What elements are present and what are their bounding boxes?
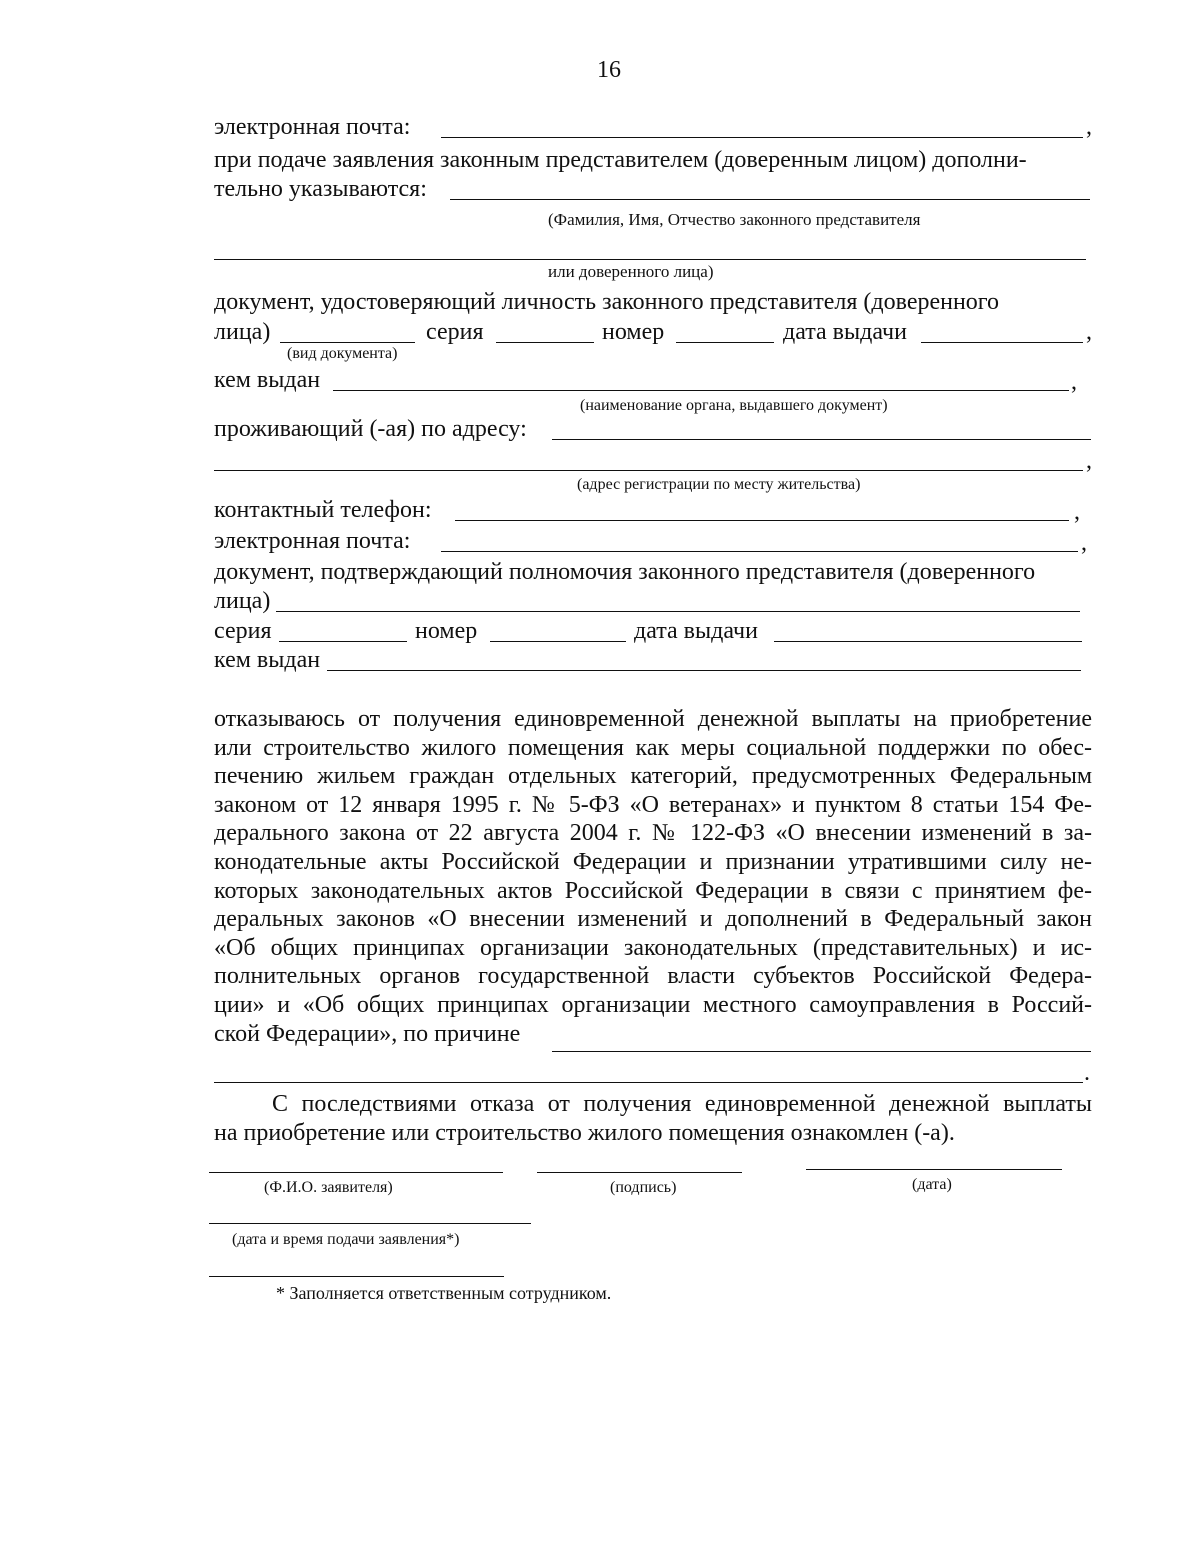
refusal-line: или строительство жилого помещения как меры социальной поддержки по обес- [214,734,1092,761]
comma: , [1071,369,1077,395]
applicant-name-caption: (Ф.И.О. заявителя) [264,1179,393,1196]
reason-field[interactable] [552,1051,1091,1052]
address-label: проживающий (-ая) по адресу: [214,416,527,442]
applicant-name-field[interactable] [209,1172,503,1173]
refusal-line: «Об общих принципах организации законодательных (представительных) и ис- [214,934,1092,961]
series-field-2[interactable] [279,641,407,642]
refusal-paragraph [214,705,1092,1048]
refusal-line: которых законодательных актов Российской Федерации в связи с принятием фе- [214,877,1092,904]
representative-text-line1: при подаче заявления законным представителем (доверенным лицом) дополни- [214,147,1027,173]
representative-text-line2: тельно указываются: [214,176,427,202]
number-label: номер [602,319,665,345]
fio-caption: (Фамилия, Имя, Отчество законного представителя [548,210,921,229]
signature-field[interactable] [537,1172,742,1173]
address-caption: (адрес регистрации по месту жительства) [577,476,861,493]
email-label: электронная почта: [214,114,411,140]
phone-label: контактный телефон: [214,497,432,523]
issue-date-label-2: дата выдачи [634,618,758,644]
date-caption: (дата) [912,1176,952,1193]
submission-datetime-caption: (дата и время подачи заявления*) [232,1231,460,1248]
comma: , [1086,448,1092,474]
submission-datetime-field[interactable] [209,1223,531,1224]
issued-by-field[interactable] [333,390,1069,391]
issued-by-field-2[interactable] [327,670,1081,671]
refusal-line: полнительных органов государственной власти субъектов Российской Федера- [214,963,1092,990]
comma: , [1081,530,1087,556]
fio-caption-2: или доверенного лица) [548,262,714,281]
series-label: серия [426,319,484,345]
comma: , [1086,114,1092,140]
issue-date-label: дата выдачи [783,319,907,345]
representative-name-field[interactable] [450,199,1090,200]
refusal-line: печению жильем граждан отдельных категорий, предусмотренных Федеральным [214,763,1092,790]
authority-doc-line1: документ, подтверждающий полномочия законного представителя (доверенного [214,559,1036,585]
footnote-separator [209,1276,504,1277]
period: . [1084,1060,1090,1086]
number-field-2[interactable] [490,641,626,642]
identity-doc-line2: лица) [214,319,271,345]
signature-caption: (подпись) [610,1179,677,1196]
phone-field[interactable] [455,520,1069,521]
refusal-line-last: ской Федерации», по причине [214,1020,521,1047]
consequences-line1: С последствиями отказа от получения единовременной денежной выплаты [272,1091,1092,1117]
representative-name-field-2[interactable] [214,259,1086,260]
refusal-line: деральных законов «О внесении изменений и дополнений в Федеральный закон [214,906,1092,933]
number-field[interactable] [676,342,774,343]
doc-type-field[interactable] [280,342,415,343]
email-field-2[interactable] [441,551,1078,552]
address-field[interactable] [552,439,1091,440]
refusal-line: дерального закона от 22 августа 2004 г. № 122-ФЗ «О внесении изменений в за- [214,820,1092,847]
doc-type-caption: (вид документа) [287,345,398,362]
authority-doc-field[interactable] [276,611,1080,612]
series-label-2: серия [214,618,272,644]
issuer-caption: (наименование органа, выдавшего документ) [580,397,888,414]
issue-date-field[interactable] [921,342,1083,343]
refusal-line: законом от 12 января 1995 г. № 5-ФЗ «О ветеранах» и пунктом 8 статьи 154 Фе- [214,791,1092,818]
comma: , [1086,319,1092,345]
email-field[interactable] [441,137,1083,138]
issue-date-field-2[interactable] [774,641,1082,642]
authority-doc-line2: лица) [214,588,271,614]
number-label-2: номер [415,618,478,644]
date-field[interactable] [806,1169,1062,1170]
page-number: 16 [597,57,621,83]
comma: , [1074,499,1080,525]
refusal-line: конодательные акты Российской Федерации и признании утратившими силу не- [214,848,1092,875]
issued-by-label: кем выдан [214,367,321,393]
consequences-paragraph [214,1090,1092,1147]
identity-doc-line1: документ, удостоверяющий личность законного представителя (доверенного [214,289,1000,315]
consequences-line2: на приобретение или строительство жилого помещения ознакомлен (-а). [214,1119,955,1146]
reason-field-2[interactable] [214,1082,1083,1083]
issued-by-label-2: кем выдан [214,647,321,673]
email-label-2: электронная почта: [214,528,411,554]
footnote: * Заполняется ответственным сотрудником. [276,1283,612,1303]
series-field[interactable] [496,342,594,343]
address-field-2[interactable] [214,470,1083,471]
refusal-line: отказываюсь от получения единовременной денежной выплаты на приобретение [214,706,1092,732]
refusal-line: ции» и «Об общих принципах организации местного самоуправления в Россий- [214,991,1092,1018]
